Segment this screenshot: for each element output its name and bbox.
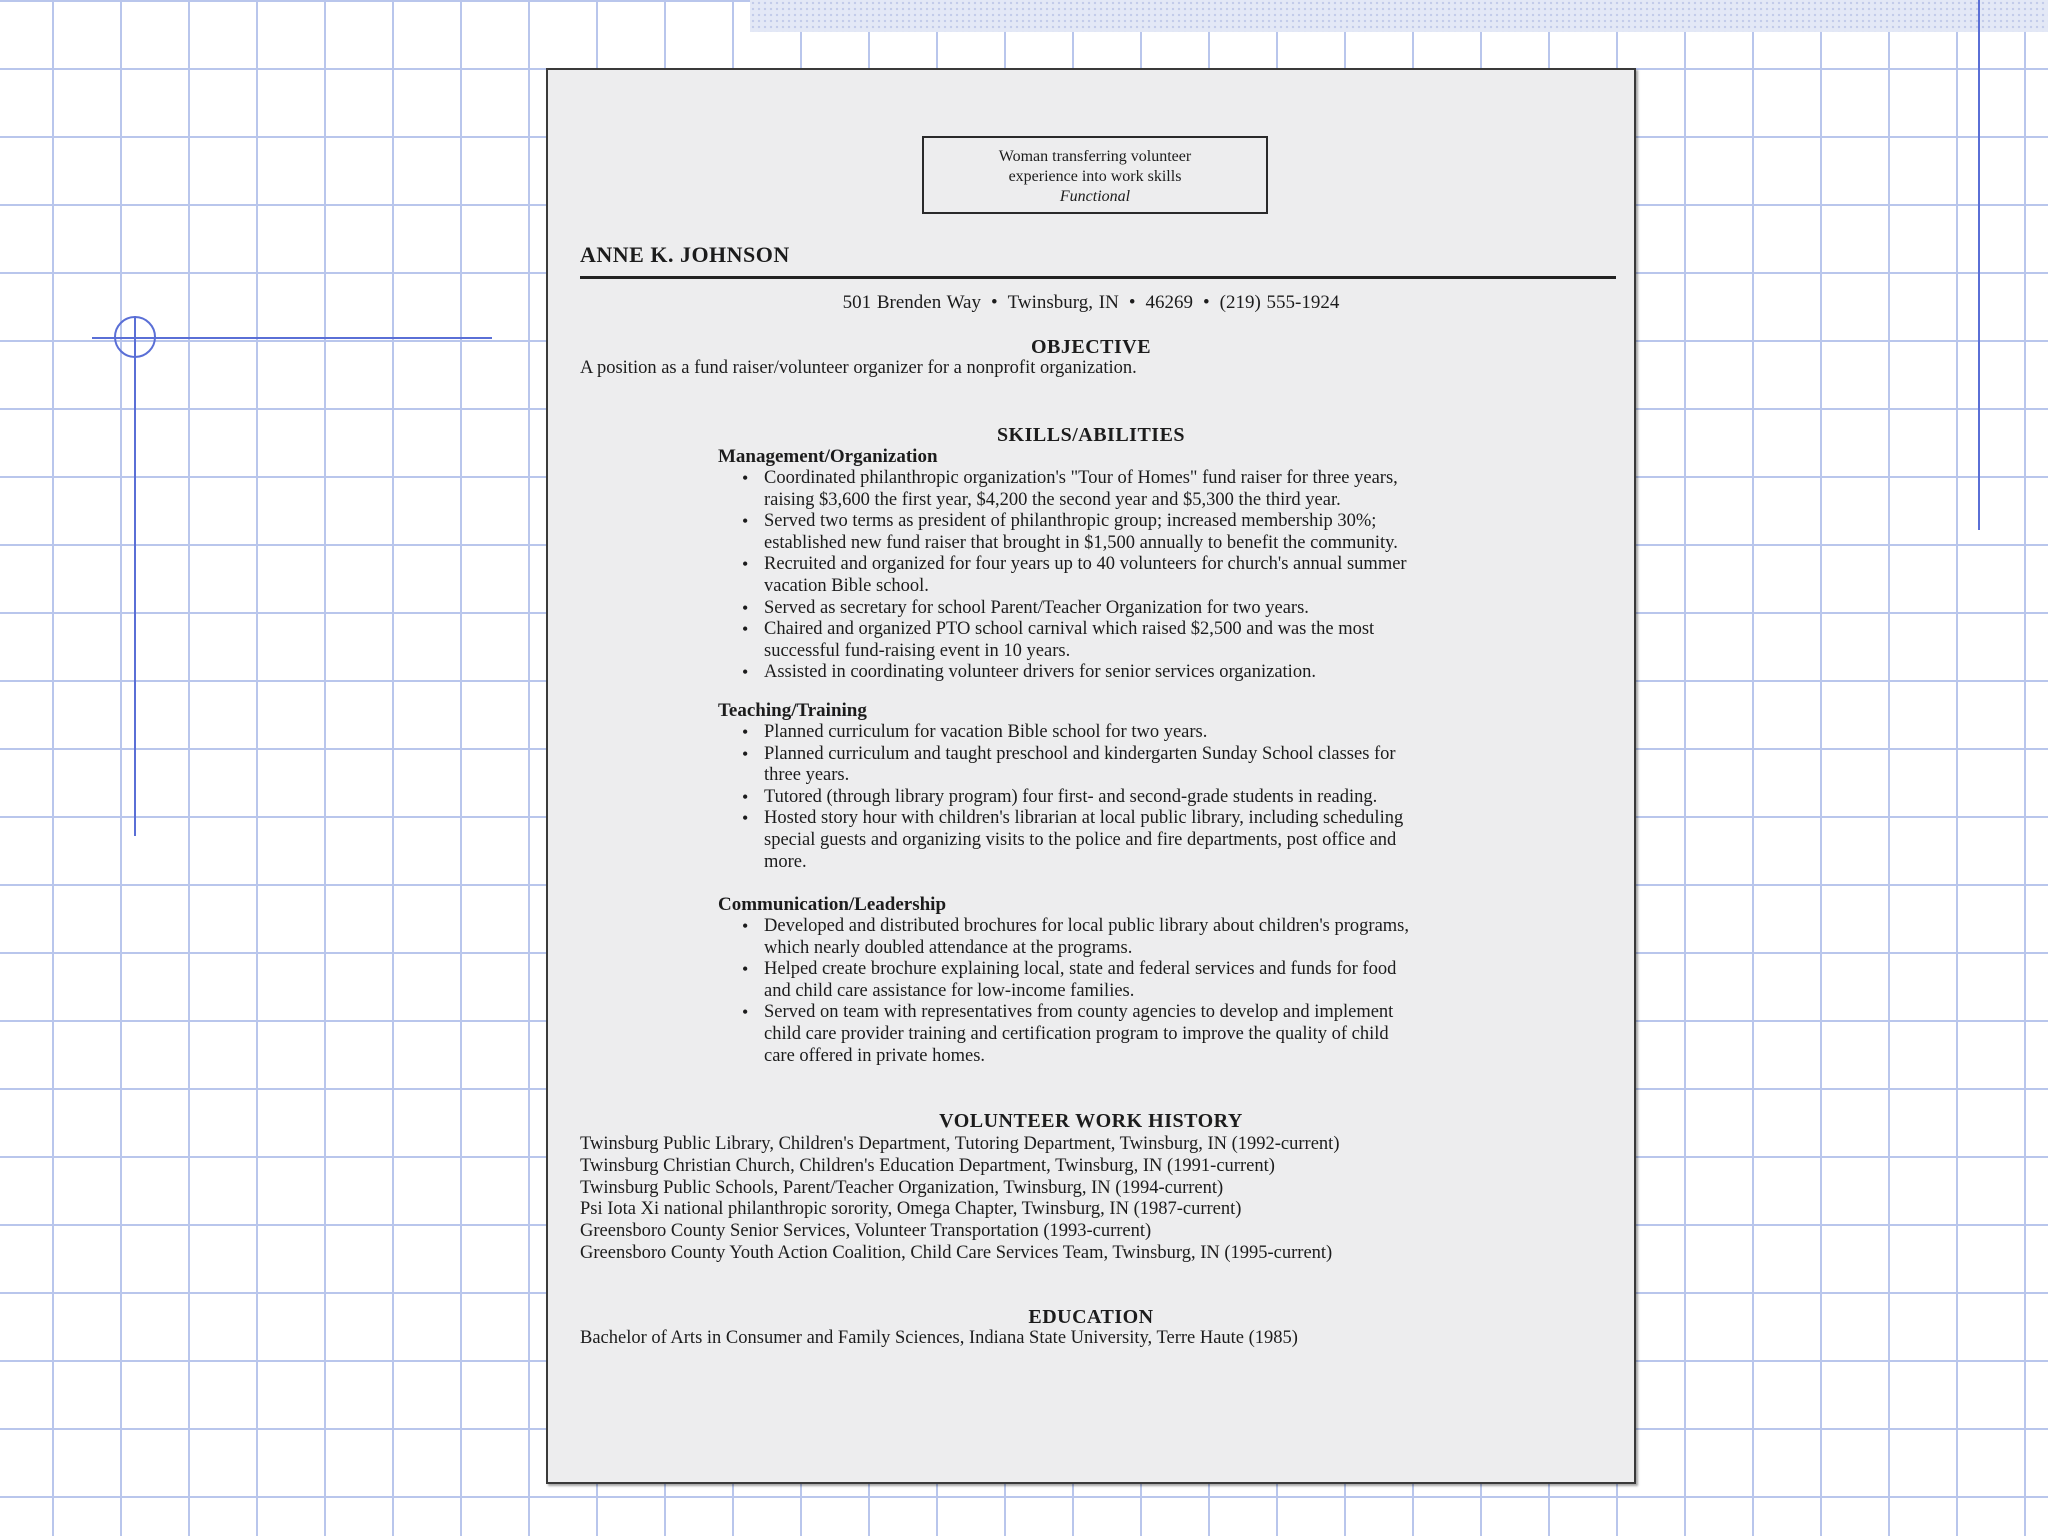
skill-group-communication	[718, 894, 1618, 1067]
skills-heading: SKILLS/ABILITIES	[996, 424, 1186, 446]
accent-circle	[114, 316, 156, 358]
skill-list	[718, 468, 1618, 684]
skill-item: • Planned curriculum for vacation Bible school for two years.	[718, 722, 1618, 744]
objective-heading: OBJECTIVE	[1030, 336, 1152, 358]
contact-city: Twinsburg, IN	[1007, 292, 1119, 313]
skill-item: • Assisted in coordinating volunteer drivers for senior services organization.	[718, 662, 1618, 684]
education-text: Bachelor of Arts in Consumer and Family Sciences, Indiana State University, Terre Haute (1985)	[580, 1328, 1298, 1348]
education-heading: EDUCATION	[1028, 1306, 1154, 1328]
skill-item: • Developed and distributed brochures for local public library about children's programs, which nearly doubled attendance at the programs.	[718, 916, 1618, 959]
skill-item: • Coordinated philanthropic organization's "Tour of Homes" fund raiser for three years, raising $3,600 the first year, $4,200 the second year and $5,300 the third year.	[718, 468, 1618, 511]
decorative-top-band	[750, 0, 2048, 32]
label-line-1: Woman transferring volunteer	[998, 148, 1192, 165]
skill-group-title: Communication/Leadership	[718, 894, 947, 915]
skill-item: • Helped create brochure explaining local, state and federal services and funds for food and child care assistance for low-income families.	[718, 959, 1618, 1002]
skill-item: • Planned curriculum and taught preschool and kindergarten Sunday School classes for three years.	[718, 744, 1618, 787]
history-entry: Twinsburg Christian Church, Children's Education Department, Twinsburg, IN (1991-current)	[580, 1155, 1275, 1176]
label-line-2: experience into work skills	[1008, 168, 1182, 185]
contact-separator: •	[1128, 292, 1136, 313]
skill-item: • Served on team with representatives from county agencies to develop and implement child care provider training and certification program to improve the quality of child care offered in private homes.	[718, 1002, 1618, 1067]
skill-item: • Served as secretary for school Parent/Teacher Organization for two years.	[718, 598, 1618, 620]
resume-type-label	[922, 136, 1268, 214]
contact-zip: 46269	[1145, 292, 1193, 313]
skill-group-title: Teaching/Training	[718, 700, 867, 721]
contact-street: 501 Brenden Way	[842, 292, 981, 313]
history-entry: Greensboro County Senior Services, Volunteer Transportation (1993-current)	[580, 1221, 1152, 1242]
name-divider	[580, 276, 1616, 279]
history-entry: Psi Iota Xi national philanthropic sorority, Omega Chapter, Twinsburg, IN (1987-current)	[580, 1199, 1242, 1220]
applicant-name: ANNE K. JOHNSON	[580, 242, 790, 267]
accent-vertical-line-left	[134, 316, 136, 836]
skill-item: • Tutored (through library program) four first- and second-grade students in reading.	[718, 787, 1618, 809]
skill-group-title: Management/Organization	[718, 446, 938, 467]
contact-separator: •	[990, 292, 998, 313]
history-entry: Twinsburg Public Library, Children's Department, Tutoring Department, Twinsburg, IN (1992-current)	[580, 1134, 1340, 1154]
contact-phone: (219) 555-1924	[1219, 292, 1340, 313]
accent-vertical-line-right	[1978, 0, 1980, 530]
skill-item: • Hosted story hour with children's librarian at local public library, including scheduling special guests and organizing visits to the police and fire departments, post office and more.	[718, 808, 1618, 873]
contact-separator: •	[1203, 292, 1210, 313]
skill-item: • Recruited and organized for four years up to 40 volunteers for church's annual summer vacation Bible school.	[718, 554, 1618, 597]
contact-line	[548, 292, 1634, 314]
volunteer-history-list	[580, 1134, 1620, 1265]
skill-item: • Served two terms as president of philanthropic group; increased membership 30%; established new fund raiser that brought in $1,500 annually to benefit the community.	[718, 511, 1618, 554]
skill-group-teaching	[718, 700, 1618, 873]
history-entry: Greensboro County Youth Action Coalition, Child Care Services Team, Twinsburg, IN (1995-current)	[580, 1242, 1333, 1263]
objective-text: A position as a fund raiser/volunteer organizer for a nonprofit organization.	[580, 358, 1137, 378]
history-entry: Twinsburg Public Schools, Parent/Teacher Organization, Twinsburg, IN (1994-current)	[580, 1177, 1224, 1198]
volunteer-history-heading: VOLUNTEER WORK HISTORY	[939, 1110, 1243, 1132]
skill-list	[718, 916, 1618, 1067]
resume-page	[546, 68, 1636, 1484]
skill-group-management	[718, 446, 1618, 684]
skill-list	[718, 722, 1618, 873]
label-style: Functional	[1059, 188, 1131, 205]
skill-item: • Chaired and organized PTO school carnival which raised $2,500 and was the most successful fund-raising event in 10 years.	[718, 619, 1618, 662]
